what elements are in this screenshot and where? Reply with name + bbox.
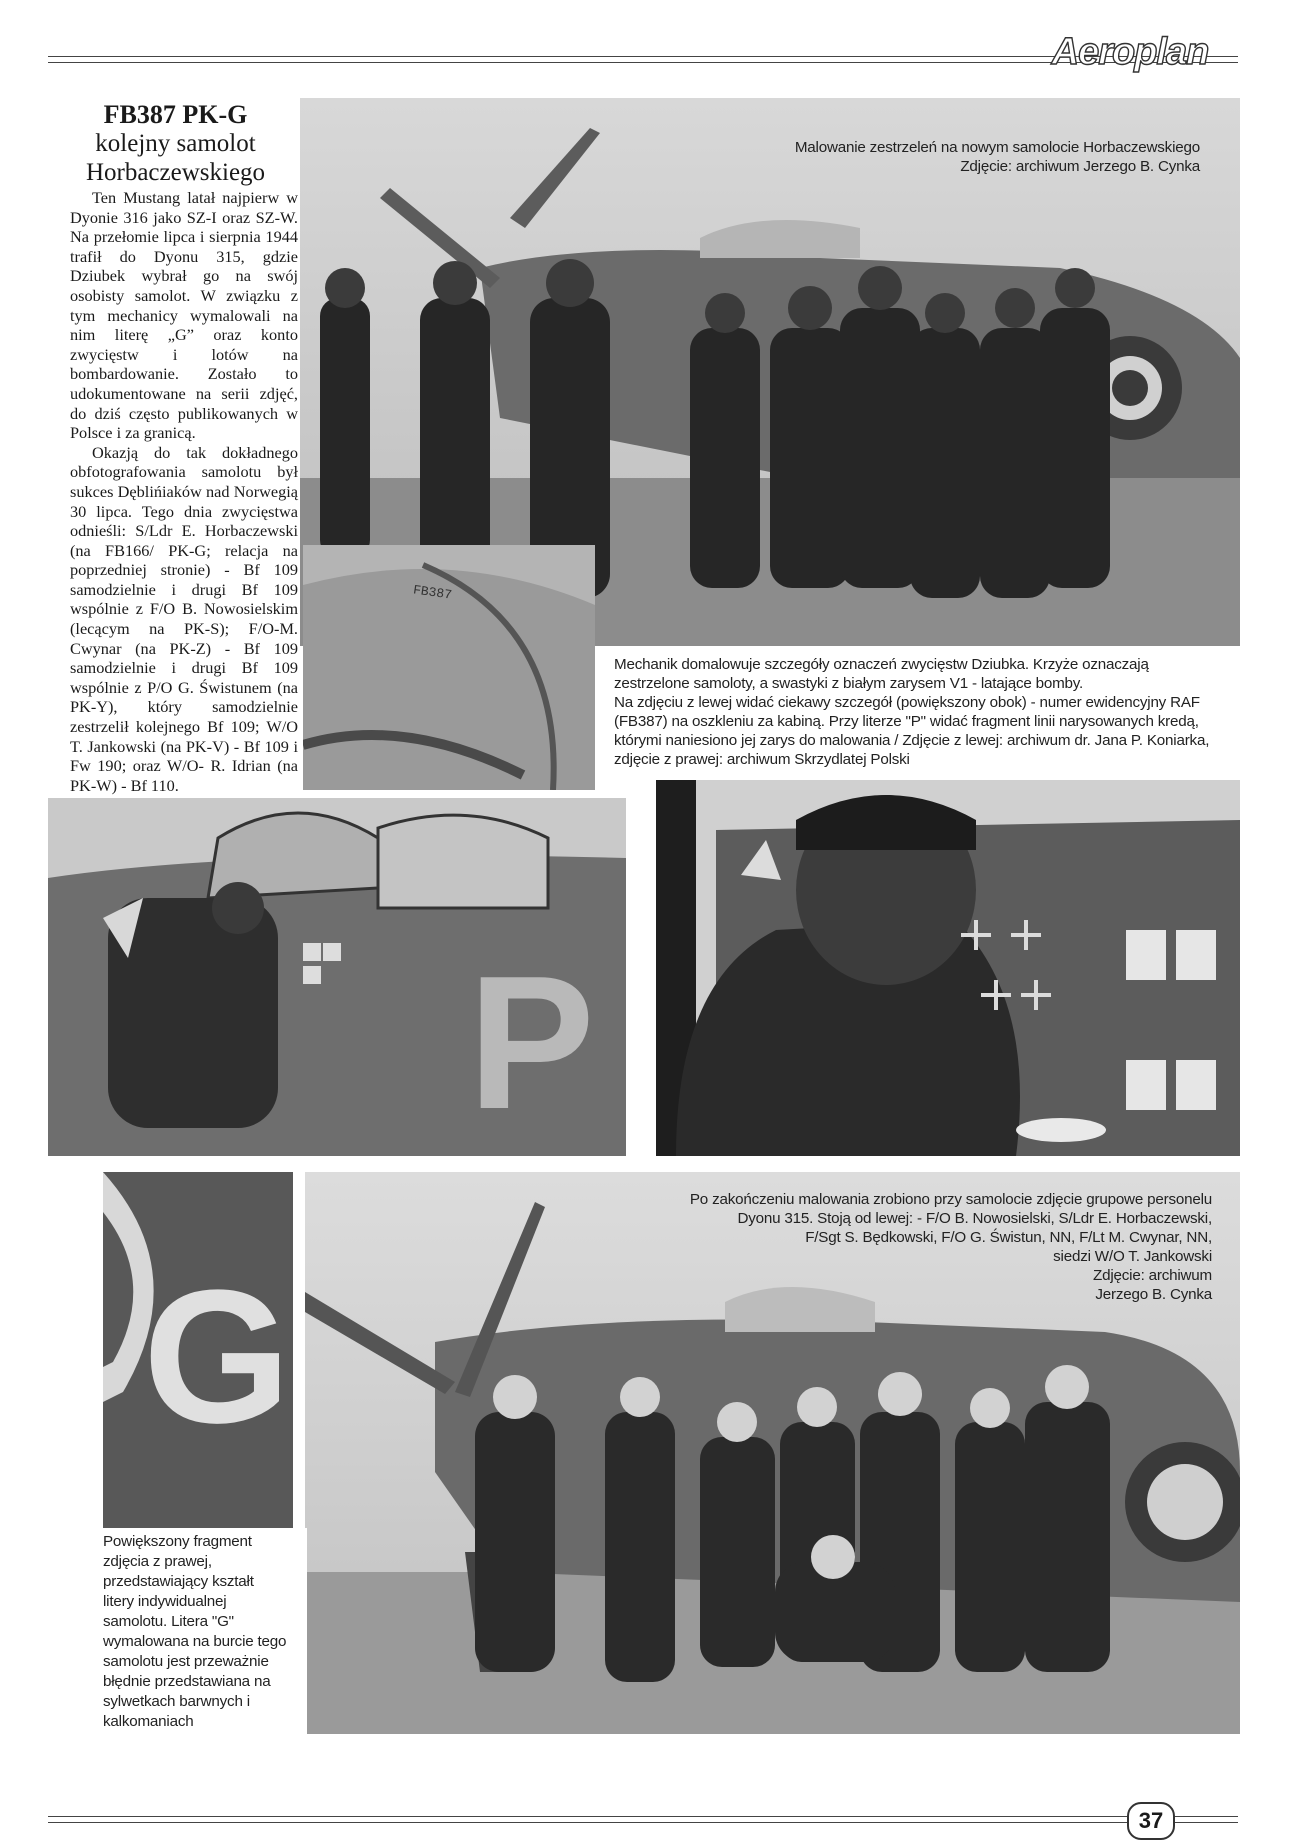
caption-middle-line: Na zdjęciu z lewej widać ciekawy szczegół (powiększony obok) - numer ewidencyjny RAF	[614, 694, 1200, 711]
caption-side-line: wymalowana na burcie tego	[103, 1633, 287, 1650]
caption-top-line: Malowanie zestrzeleń na nowym samolocie Horbaczewskiego	[794, 139, 1200, 156]
caption-side-line: zdjęcia z prawej,	[103, 1553, 212, 1570]
caption-bottom-line: Dyonu 315. Stoją od lewej: - F/O B. Nowosielski, S/Ldr E. Horbaczewski,	[737, 1210, 1212, 1227]
caption-middle-line: którymi naniesiono jej zarys do malowania / Zdjęcie z lewej: archiwum dr. Jana P. Koniarka,	[614, 732, 1210, 749]
article-title-line: kolejny samolot	[95, 129, 256, 157]
serial-number-mark: FB387	[412, 582, 453, 603]
caption-middle-line: (FB387) na oszkleniu za kabiną. Przy literze "P" widać fragment linii narysowanych kredą,	[614, 713, 1199, 730]
caption-side	[99, 1528, 307, 1736]
caption-bottom-line: Po zakończeniu malowania zrobiono przy samolocie zdjęcie grupowe personelu	[689, 1191, 1212, 1208]
photo-mechanic-painting	[48, 798, 626, 1156]
caption-side-line: błędnie przedstawiana na	[103, 1673, 271, 1690]
caption-middle-line: zdjęcie z prawej: archiwum Skrzydlatej Polski	[614, 751, 910, 768]
page-number: 37	[1127, 1802, 1175, 1840]
magazine-logo: Aeroplan	[1051, 31, 1209, 73]
article-title-line: Horbaczewskiego	[85, 158, 266, 186]
caption-middle	[614, 655, 1234, 769]
caption-top	[640, 138, 1200, 176]
caption-side-line: kalkomaniach	[103, 1713, 194, 1730]
aircraft-letter-g-detail: G	[143, 1251, 291, 1463]
caption-side-line: samolotu jest przeważnie	[103, 1653, 269, 1670]
article-title	[48, 100, 303, 187]
article-title-code: FB387 PK-G	[103, 100, 248, 129]
photo-victory-markings-closeup	[656, 780, 1240, 1156]
article-body	[70, 188, 298, 795]
caption-middle-line: zestrzelone samoloty, a swastyki z białym zarysem V1 - latające bomby.	[614, 675, 1084, 692]
caption-top-line: Zdjęcie: archiwum Jerzego B. Cynka	[960, 158, 1200, 175]
caption-bottom-line: siedzi W/O T. Jankowski	[1053, 1248, 1212, 1265]
caption-side-line: Powiększony fragment	[103, 1533, 252, 1550]
caption-bottom	[612, 1190, 1212, 1304]
aircraft-letter-p: P	[468, 937, 595, 1149]
caption-bottom-line: Zdjęcie: archiwum	[1093, 1267, 1212, 1284]
footer-rule	[48, 1816, 1238, 1823]
article-paragraph: Okazją do tak dokładnego obfotografowania samolotu był sukces Dęblińiaków nad Norwegią 30 lipca. Tego dnia zwycięstwa odnieśli: S/Ldr E. Horbaczewski (na FB166/ PK-G; relacja na poprzedniej stronie) - Bf 109 samodzielnie i drugi Bf 109 wspólnie z F/O B. Nowosielskim (lecącym na PK-S); F/O-M. Cwynar (na PK-Z) - Bf 109 samodzielnie i drugi Bf 109 wspólnie z P/O G. Świstunem (na PK-Y), który samodzielnie zestrzelił kolejnego Bf 109; W/O T. Jankowski (na PK-V) - Bf 109 i Fw 190; oraz W/O- R. Idrian (na PK-W) - Bf 110.	[70, 442, 298, 795]
caption-bottom-line: Jerzego B. Cynka	[1095, 1286, 1212, 1303]
photo-serial-detail	[303, 545, 595, 790]
article-paragraph: Ten Mustang latał najpierw w Dyonie 316 jako SZ-I oraz SZ-W. Na przełomie lipca i sierpnia 1944 trafił do Dyonu 315, gdzie Dziubek wybrał go na swój osobisty samolot. W związku z tym mechanicy wymalowali na nim literę „G” oraz konto zwycięstw i lotów na bombardowanie. Zostało to udokumentowane na serii zdjęć, do dziś często publikowanych w Polsce i za granicą.	[70, 188, 298, 443]
caption-side-line: litery indywidualnej	[103, 1593, 227, 1610]
caption-side-line: samolotu. Litera "G"	[103, 1613, 234, 1630]
caption-side-line: sylwetkach barwnych i	[103, 1693, 250, 1710]
photo-letter-g-detail	[103, 1172, 293, 1536]
photo-group-personnel	[305, 1172, 1240, 1734]
caption-bottom-line: F/Sgt S. Będkowski, F/O G. Świstun, NN, F/Lt M. Cwynar, NN,	[805, 1229, 1212, 1246]
caption-side-line: przedstawiający kształt	[103, 1573, 254, 1590]
caption-middle-line: Mechanik domalowuje szczegóły oznaczeń zwycięstw Dziubka. Krzyże oznaczają	[614, 656, 1149, 673]
